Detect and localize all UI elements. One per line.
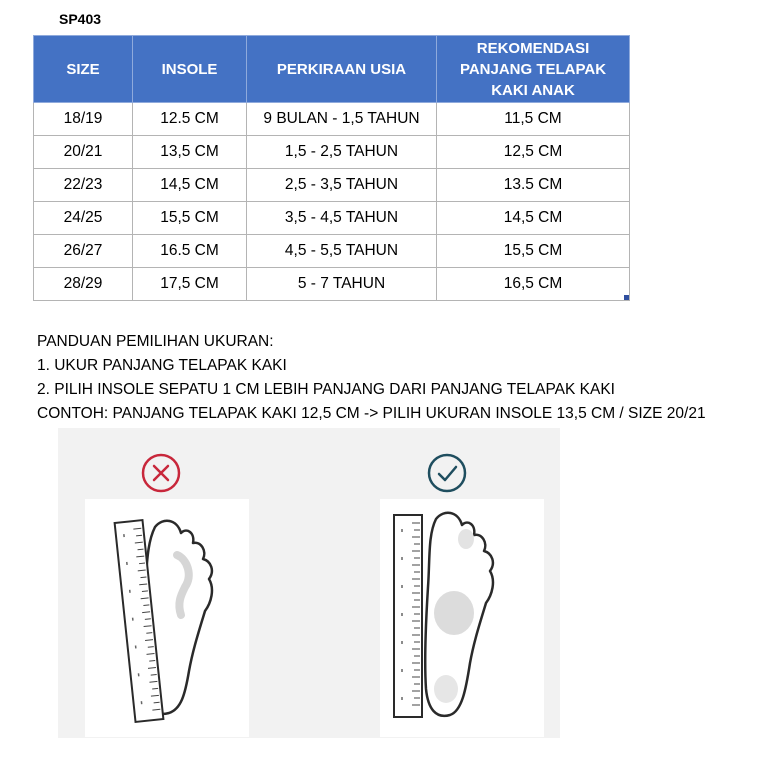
wrong-measurement-panel bbox=[85, 499, 249, 737]
x-circle-icon bbox=[141, 453, 181, 493]
cell-age: 3,5 - 4,5 TAHUN bbox=[247, 202, 437, 235]
cell-insole: 17,5 CM bbox=[133, 268, 247, 301]
wrong-foot-ruler-drawing bbox=[85, 499, 249, 737]
check-circle-icon bbox=[427, 453, 467, 493]
table-row bbox=[34, 169, 630, 202]
guide-title: PANDUAN PEMILIHAN UKURAN: bbox=[37, 333, 274, 350]
cell-size: 24/25 bbox=[34, 202, 133, 235]
cell-size: 20/21 bbox=[34, 136, 133, 169]
cell-age: 4,5 - 5,5 TAHUN bbox=[247, 235, 437, 268]
cell-size: 28/29 bbox=[34, 268, 133, 301]
cell-age: 5 - 7 TAHUN bbox=[247, 268, 437, 301]
size-guide bbox=[37, 330, 706, 426]
table-row bbox=[34, 235, 630, 268]
cell-insole: 15,5 CM bbox=[133, 202, 247, 235]
header-recommendation-line1: REKOMENDASI bbox=[476, 39, 590, 57]
cell-foot-length: 12,5 CM bbox=[437, 136, 630, 169]
header-age: PERKIRAAN USIA bbox=[247, 36, 437, 103]
header-recommendation-line3: KAKI ANAK bbox=[491, 81, 575, 99]
table-row bbox=[34, 103, 630, 136]
cell-foot-length: 13.5 CM bbox=[437, 169, 630, 202]
cell-size: 18/19 bbox=[34, 103, 133, 136]
cell-insole: 16.5 CM bbox=[133, 235, 247, 268]
guide-step-1: 1. UKUR PANJANG TELAPAK KAKI bbox=[37, 357, 287, 374]
cell-foot-length: 15,5 CM bbox=[437, 235, 630, 268]
header-recommendation-line2: PANJANG TELAPAK bbox=[459, 60, 607, 78]
table-header-row bbox=[34, 36, 630, 103]
correct-foot-ruler-drawing bbox=[380, 499, 544, 737]
cell-size: 26/27 bbox=[34, 235, 133, 268]
cell-foot-length: 14,5 CM bbox=[437, 202, 630, 235]
guide-step-2: 2. PILIH INSOLE SEPATU 1 CM LEBIH PANJANG DARI PANJANG TELAPAK KAKI bbox=[37, 381, 615, 398]
header-insole: INSOLE bbox=[133, 36, 247, 103]
cell-age: 2,5 - 3,5 TAHUN bbox=[247, 169, 437, 202]
correct-measurement-panel bbox=[380, 499, 544, 737]
product-code: SP403 bbox=[59, 11, 102, 27]
cell-insole: 12.5 CM bbox=[133, 103, 247, 136]
table-row bbox=[34, 268, 630, 301]
guide-example: CONTOH: PANJANG TELAPAK KAKI 12,5 CM -> PILIH UKURAN INSOLE 13,5 CM / SIZE 20/21 bbox=[37, 405, 706, 422]
table-resize-handle bbox=[624, 295, 629, 300]
cell-foot-length: 11,5 CM bbox=[437, 103, 630, 136]
cell-insole: 14,5 CM bbox=[133, 169, 247, 202]
table-row bbox=[34, 136, 630, 169]
measurement-illustration bbox=[58, 428, 560, 738]
size-chart-table bbox=[33, 35, 630, 301]
cell-insole: 13,5 CM bbox=[133, 136, 247, 169]
cell-size: 22/23 bbox=[34, 169, 133, 202]
cell-age: 1,5 - 2,5 TAHUN bbox=[247, 136, 437, 169]
header-recommendation bbox=[437, 36, 630, 103]
cell-foot-length: 16,5 CM bbox=[437, 268, 630, 301]
cell-age: 9 BULAN - 1,5 TAHUN bbox=[247, 103, 437, 136]
header-size: SIZE bbox=[34, 36, 133, 103]
table-row bbox=[34, 202, 630, 235]
